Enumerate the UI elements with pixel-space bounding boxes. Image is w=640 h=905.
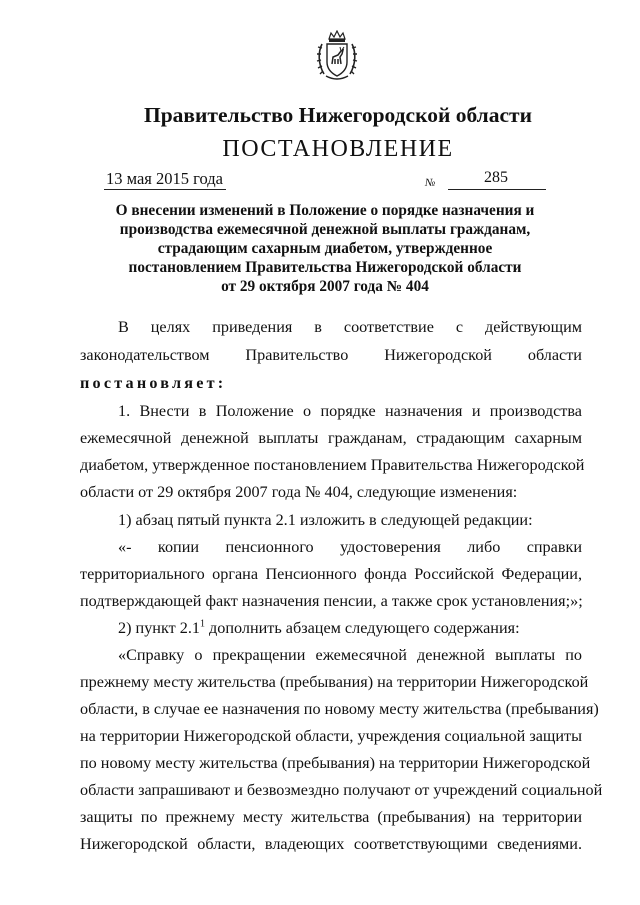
subitem-1-quote-line: «- копии пенсионного удостоверения либо справки	[118, 538, 582, 556]
subitem-1-quote-line: подтверждающей факт назначения пенсии, а также срок установления;»;	[80, 592, 583, 610]
preamble-line	[118, 318, 582, 337]
subitem-2-quote-line: Нижегородской области, владеющих соответствующими сведениями.	[80, 835, 582, 853]
item-1-line: ежемесячной денежной выплаты гражданам, страдающим сахарным	[80, 429, 582, 447]
preamble-word: целях	[150, 318, 191, 336]
item-1-line: области от 29 октября 2007 года № 404, следующие изменения:	[80, 483, 518, 501]
preamble-word: законодательством	[80, 346, 210, 364]
subject-line: постановлением Правительства Нижегородской области	[128, 259, 522, 276]
preamble-line	[80, 346, 582, 365]
number-label: №	[425, 177, 436, 189]
subitem-2-quote-line: защиты по прежнему месту жительства (пребывания) на территории	[80, 808, 582, 826]
subject-line: страдающим сахарным диабетом, утвержденное	[157, 240, 493, 257]
document-number: 285	[484, 169, 508, 186]
subject-line: О внесении изменений в Положение о порядке назначения и	[115, 202, 535, 219]
preamble-word: с	[455, 318, 464, 336]
subitem-2-intro-text: дополнить абзацем следующего содержания:	[204, 619, 520, 637]
item-1-line: 1. Внести в Положение о порядке назначения и производства	[118, 402, 582, 420]
subitem-2-quote-line: «Справку о прекращении ежемесячной денежной выплаты по	[118, 646, 582, 664]
date-underline	[104, 189, 226, 190]
subitem-2-intro-text: 2) пункт 2.1	[118, 619, 200, 637]
preamble-word: Правительство	[245, 346, 349, 364]
preamble-word: в	[314, 318, 322, 336]
subitem-2-intro	[118, 619, 582, 638]
subitem-1-quote-line: территориального органа Пенсионного фонда Российской Федерации,	[80, 565, 582, 583]
subitem-1-intro: 1) абзац пятый пункта 2.1 изложить в следующей редакции:	[118, 511, 533, 529]
resolves-word: постановляет:	[80, 374, 227, 392]
number-underline	[448, 189, 546, 190]
subitem-2-quote-line: на территории Нижегородской области, учреждения социальной защиты	[80, 727, 582, 745]
subject-line: от 29 октября 2007 года № 404	[221, 278, 429, 295]
document-subject	[90, 201, 560, 296]
preamble-word: области	[527, 346, 582, 364]
document-date: 13 мая 2015 года	[106, 169, 223, 188]
preamble-word: В	[118, 318, 129, 336]
preamble-word: приведения	[212, 318, 293, 336]
subitem-2-quote-line: по новому месту жительства (пребывания) на территории Нижегородской	[80, 754, 591, 772]
document-type-heading: ПОСТАНОВЛЕНИЕ	[222, 136, 454, 162]
preamble-word: соответствие	[343, 318, 434, 336]
subitem-2-quote-line: области запрашивают и безвозмездно получают от учреждений социальной	[80, 781, 603, 799]
subitem-2-quote-line: прежнему месту жительства (пребывания) на территории Нижегородской	[80, 673, 589, 691]
item-1-line: диабетом, утвержденное постановлением Правительства Нижегородской	[80, 456, 585, 474]
government-title: Правительство Нижегородской области	[144, 103, 532, 127]
subitem-2-quote-line: области, в случае ее назначения по новому месту жительства (пребывания)	[80, 700, 599, 718]
coat-of-arms-icon	[316, 30, 358, 82]
superscript-index: 1	[199, 618, 205, 630]
subject-line: производства ежемесячной денежной выплаты гражданам,	[119, 221, 531, 238]
preamble-word: Нижегородской	[384, 346, 492, 364]
preamble-word: действующим	[484, 318, 582, 336]
